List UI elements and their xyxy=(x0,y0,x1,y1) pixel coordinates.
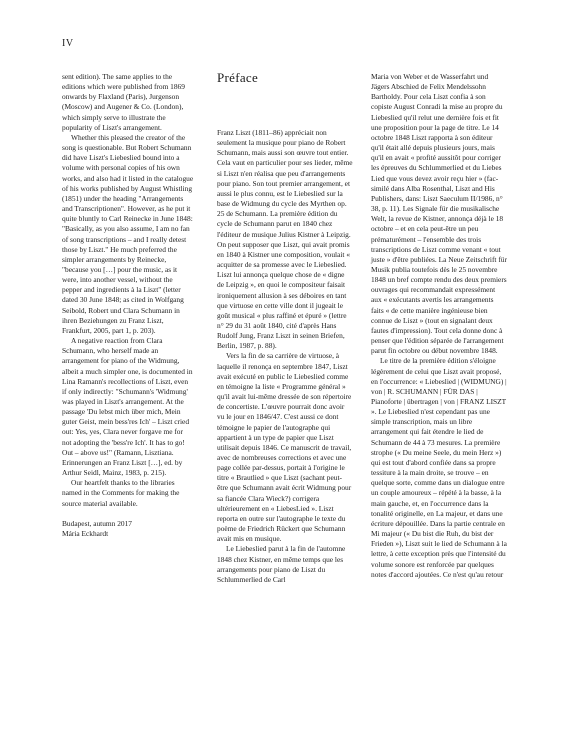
column-french-2 xyxy=(371,72,507,580)
paragraph: A negative reaction from Clara Schumann, who herself made an arrangement for piano of the Widmung, albeit a much simpler one, is documented in Lina Ramann's recollections of Liszt, even if only indirectly: "Schumann's 'Widmung' was played in Liszt's arrangement. At the passage 'Du lebst mich über mich, Mein guter Geist, mein bess'res Ich' – Liszt cried out: Yes, yes, Clara never forgave me for not adopting the 'bess're Ich'. It has to go! Out – above us!" (Ramann, Lisztiana. Erinnerungen an Franz Liszt […], ed. by Arthur Seidl, Mainz, 1983, p. 215). xyxy=(62,336,193,478)
paragraph: Vers la fin de sa carrière de virtuose, à laquelle il renonça en septembre 1847, Liszt avait exécuté en public le Liebeslied comme en témoigne la liste « Programme général » qu'il avait lui-même dressée de son répertoire de concertiste. L'œuvre pourrait donc avoir vu le jour en 1846/47. C'est aussi ce dont témoigne le papier de l'autographe qui appartient à un type de papier que Liszt utilisait depuis 1846. Ce manuscrit de travail, avec de nombreuses corrections et avec une page collée par-dessus, portait à l'origine le titre « Brautlied » que Liszt (sachant peut-être que Schumann avait écrit Widmung pour sa fiancée Clara Wieck?) corrigera ultérieurement en « LiebesLied ». Liszt reporta en outre sur l'autographe le texte du poème de Friedrich Rückert que Schumann avait mis en musique. xyxy=(217,351,352,544)
section-heading: Préface xyxy=(217,70,259,85)
paragraph: Le Liebeslied parut à la fin de l'automne 1848 chez Kistner, en même temps que les arrangements pour piano de Liszt du Schlummerlied de Carl xyxy=(217,544,346,584)
column-french-1 xyxy=(217,128,353,585)
acknowledgement-paragraph: Our heartfelt thanks to the libraries named in the Comments for making the source material available. xyxy=(62,478,180,508)
place-date: Budapest, autumn 2017 xyxy=(62,518,132,528)
paragraph: Maria von Weber et de Wasserfahrt und Jägers Abschied de Felix Mendelssohn Bartholdy. Pour cela Liszt confia à son copiste August Conradi la mise au propre du Liebeslied qu'il relut une dernière fois et fit une proposition pour la page de titre. Le 14 octobre 1848 Liszt rapporta à son éditeur qu'il était allé depuis plusieurs jours, mais qu'il en avait « profité aussitôt pour corriger les épreuves du Schlummerlied et du Liebes Lied que vous devez avoir reçu hier » (fac-similé dans Alba Rosenthal, Liszt and His Publishers, dans: Liszt Saeculum II/1986, n° 38, p. 11). Les Signale für die musikalische Welt, la revue de Kistner, annonça déjà le 18 octobre – et en cela peut-être un peu prématurément – l'ensemble des trois transcriptions de Liszt comme venant « tout juste » d'être publiées. La Neue Zeitschrift für Musik publia toutefois dès le 25 novembre 1848 un bref compte rendu des deux premiers ouvrages qui recommandait expressément aux « exécutants avertis les arrangements faits « de cette manière ingénieuse bien connue de Liszt » (tout en signalant deux fautes d'impression). Tout cela donne donc à penser que l'édition séparée de l'arrangement parut fin octobre ou début novembre 1848. xyxy=(371,72,507,356)
column-english xyxy=(62,72,194,539)
paragraph: Whether this pleased the creator of the song is questionable. But Robert Schumann did have Liszt's Liebeslied bound into a volume with personal copies of his own works, and also had it listed in the catalogue of his works published by August Whistling (1851) under the heading "Arrangements and Transcriptionen". However, as he put it quite bluntly to Carl Reinecke in June 1848: "Basically, as you also assume, I am no fan of song transcriptions – and I really detest those by Liszt." He much preferred the simpler arrangements by Reinecke, "because you […] pour the music, as it were, into another vessel, without the pepper and ingredients à la Liszt" (letter dated 30 June 1848; as cited in Wolfgang Seibold, Robert und Clara Schumann in ihren Beziehungen zu Franz Liszt, Frankfurt, 2005, part 1, p. 203). xyxy=(62,132,194,335)
paragraph: Le titre de la première édition s'éloigne légèrement de celui que Liszt avait proposé, en l'occurrence: « Liebeslied | (WIDMUNG) | von | R. SCHUMANN | FÜR DAS | Pianoforte | übertragen | von | FRANZ LISZT ». Le Liebeslied n'est cependant pas une simple transcription, mais un libre arrangement qui fait étendre le lied de Schumann de 44 à 73 mesures. La première strophe (« Du meine Seele, du mein Herz ») qui est tout d'abord confiée dans sa propre tessiture à la main droite, se trouve – en quelque sorte, comme dans un dialogue entre un couple amoureux – répété à la basse, à la main gauche, et, en l'occurrence dans la tonalité originelle, en La majeur, et dans une écriture dépouillée. Dans la partie centrale en Mi majeur (« Du bist die Ruh, du bist der Frieden »), Liszt suit le lied de Schumann à la lettre, à cette exception près que l'intensité du volume sonore est renforcée par quelques notes d'accord ajoutées. Ce n'est qu'au retour xyxy=(371,356,507,579)
author-signature: Mária Eckhardt xyxy=(62,529,109,539)
page-number: IV xyxy=(62,38,74,49)
paragraph: Franz Liszt (1811–86) appréciait non seulement la musique pour piano de Robert Schumann, mais aussi son œuvre tout entier. Cela vaut en particulier pour ses lieder, même si Liszt n'en réalisa que peu d'arrangements pour piano. Son tout premier arrangement, et aussi le plus connu, est le Liebeslied sur la base de Widmung du cycle des Myrthen op. 25 de Schumann. La première édition du cycle de Schumann parut en 1840 chez l'éditeur de musique Julius Kistner à Leipzig. On peut supposer que Liszt, qui avait promis en 1840 à Kistner une composition, voulait « acquitter de sa promesse avec le Liebeslied. Liszt lui annonça quelque chose de « digne de Leipzig », en quoi le compositeur faisait ironiquement allusion à ses déboires en tant que virtuose en cette ville dont il jugeait le goût musical « plus raffiné et épuré » (lettre n° 29 du 31 août 1840, cité d'après Hans Rudolf Jung, Franz Liszt in seinen Briefen, Berlin, 1987, p. 88). xyxy=(217,128,353,351)
paragraph: sent edition). The same applies to the editions which were published from 1869 onwards by Flaxland (Paris), Jurgenson (Moscow) and Augener & Co. (London), which simply serve to illustrate the popularity of Liszt's arrangement. xyxy=(62,72,185,132)
